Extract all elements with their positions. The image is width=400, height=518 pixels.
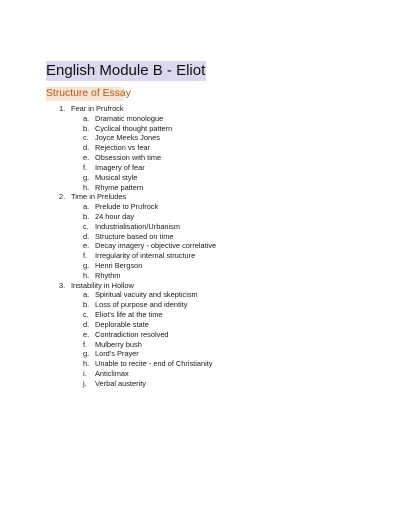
outline-item: [0, 241, 400, 251]
item-text: Dramatic monologue: [95, 113, 164, 123]
outline-item: [0, 379, 400, 389]
item-text: 24 hour day: [95, 211, 135, 221]
item-letter: b.: [83, 211, 90, 221]
item-letter: h.: [83, 270, 90, 280]
item-text: Prelude to Prufrock: [95, 202, 159, 212]
item-letter: e.: [83, 241, 90, 251]
outline-item: [0, 153, 400, 163]
outline-item: [0, 202, 400, 212]
item-text: Rhythm: [95, 270, 121, 280]
outline-item: [0, 369, 400, 379]
item-letter: h.: [83, 182, 90, 192]
item-letter: d.: [83, 231, 90, 241]
outline-section: [0, 192, 400, 202]
outline-item: [0, 271, 400, 281]
item-letter: f.: [83, 251, 88, 261]
item-text: Verbal austerity: [95, 378, 146, 388]
item-letter: g.: [83, 261, 90, 270]
item-text: Mulberry bush: [95, 339, 142, 349]
section-label: Time in Preludes: [71, 192, 127, 202]
outline-item: [0, 183, 400, 193]
outline-item: [0, 222, 400, 232]
item-letter: f.: [83, 162, 88, 172]
outline-section: [0, 104, 400, 114]
item-text: Unable to recite - end of Christianity: [95, 359, 213, 369]
item-text: Henri Bergson: [95, 261, 143, 270]
item-text: Anticlimax: [95, 368, 129, 378]
item-text: Industrialisation/Urbanism: [95, 221, 181, 231]
item-text: Deplorable state: [95, 319, 149, 329]
outline-item: [0, 310, 400, 320]
outline-item: [0, 232, 400, 242]
item-letter: h.: [83, 359, 90, 369]
item-letter: d.: [83, 143, 90, 153]
outline-item: [0, 251, 400, 261]
outline-item: [0, 290, 400, 300]
item-letter: c.: [83, 133, 89, 143]
item-letter: g.: [83, 172, 90, 182]
item-text: Contradiction resolved: [95, 329, 169, 339]
section-label: Instability in Hollow: [71, 280, 134, 290]
item-text: Rejection vs fear: [95, 143, 151, 153]
outline-item: [0, 133, 400, 143]
outline-item: [0, 143, 400, 153]
item-letter: b.: [83, 123, 90, 133]
item-letter: a.: [83, 202, 90, 212]
outline-item: [0, 212, 400, 222]
outline-item: [0, 359, 400, 369]
item-letter: i.: [83, 368, 87, 378]
section-number: 2.: [59, 192, 66, 202]
item-letter: e.: [83, 153, 90, 163]
outline-item: [0, 340, 400, 350]
item-letter: a.: [83, 113, 90, 123]
outline-item: [0, 320, 400, 330]
item-text: Decay imagery - objective correlative: [95, 241, 217, 251]
outline-item: [0, 124, 400, 134]
item-letter: g.: [83, 349, 90, 359]
item-letter: c.: [83, 310, 89, 320]
item-letter: b.: [83, 300, 90, 310]
item-text: Imagery of fear: [95, 162, 145, 172]
item-letter: f.: [83, 339, 88, 349]
item-text: Lord's Prayer: [95, 349, 139, 359]
item-text: Structure based on time: [95, 231, 174, 241]
item-text: Rhyme pattern: [95, 182, 144, 192]
outline-item: [0, 261, 400, 271]
item-text: Obsession with time: [95, 153, 162, 163]
outline-section: [0, 281, 400, 291]
outline-item: [0, 114, 400, 124]
item-letter: e.: [83, 329, 90, 339]
item-text: Joyce Meeks Jones: [95, 133, 160, 143]
outline-item: [0, 173, 400, 183]
item-text: Loss of purpose and identity: [95, 300, 188, 310]
outline-item: [0, 349, 400, 359]
outline-item: [0, 330, 400, 340]
item-letter: j.: [83, 378, 87, 388]
item-text: Spiritual vacuity and skepticism: [95, 290, 198, 300]
outline-item: [0, 163, 400, 173]
item-text: Musical style: [95, 172, 138, 182]
item-letter: d.: [83, 319, 90, 329]
item-text: Eliot's life at the time: [95, 310, 163, 320]
item-letter: a.: [83, 290, 90, 300]
section-label: Fear in Prufrock: [71, 104, 124, 113]
item-text: Irregularity of internal structure: [95, 251, 196, 261]
essay-outline: [0, 104, 400, 389]
document-title: English Module B - Eliot: [46, 62, 206, 79]
item-letter: c.: [83, 221, 89, 231]
outline-item: [0, 300, 400, 310]
section-number: 1.: [59, 104, 66, 113]
section-heading: Structure of Essay: [46, 88, 131, 99]
section-number: 3.: [59, 280, 66, 290]
item-text: Cyclical thought pattern: [95, 123, 173, 133]
